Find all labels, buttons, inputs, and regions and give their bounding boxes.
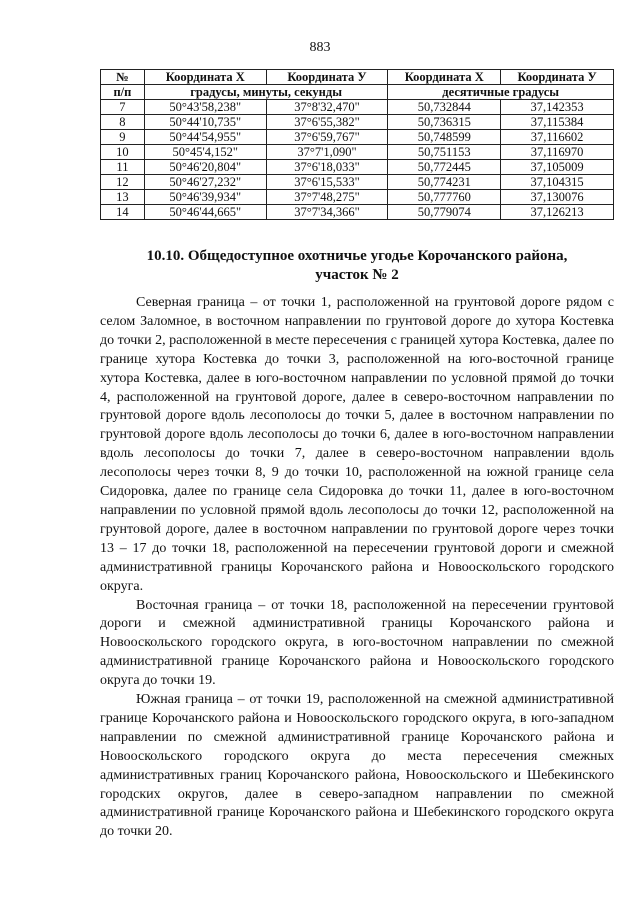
cell-coord-y-dec: 37,104315 bbox=[501, 175, 614, 190]
table-body bbox=[101, 100, 614, 220]
cell-point-num: 14 bbox=[101, 205, 145, 220]
table-row bbox=[101, 205, 614, 220]
cell-coord-x-dms: 50°46'27,232" bbox=[144, 175, 266, 190]
table-header-row bbox=[101, 70, 614, 85]
table-row bbox=[101, 130, 614, 145]
cell-coord-y-dms: 37°6'59,767" bbox=[266, 130, 388, 145]
cell-coord-x-dec: 50,772445 bbox=[388, 160, 501, 175]
header-coord-x-dec: Координата X bbox=[388, 70, 501, 85]
cell-coord-x-dms: 50°44'10,735" bbox=[144, 115, 266, 130]
header-coord-x-dms: Координата X bbox=[144, 70, 266, 85]
page-number: 883 bbox=[309, 40, 331, 55]
cell-point-num: 9 bbox=[101, 130, 145, 145]
cell-coord-y-dec: 37,116602 bbox=[501, 130, 614, 145]
header-num-sub: п/п bbox=[101, 85, 145, 100]
cell-point-num: 11 bbox=[101, 160, 145, 175]
cell-point-num: 8 bbox=[101, 115, 145, 130]
cell-coord-x-dec: 50,774231 bbox=[388, 175, 501, 190]
section-title-line-2: участок № 2 bbox=[315, 267, 399, 283]
cell-coord-y-dms: 37°6'18,033" bbox=[266, 160, 388, 175]
cell-coord-x-dms: 50°46'44,665" bbox=[144, 205, 266, 220]
cell-coord-y-dms: 37°6'55,382" bbox=[266, 115, 388, 130]
table-row bbox=[101, 190, 614, 205]
cell-coord-y-dec: 37,126213 bbox=[501, 205, 614, 220]
body-text bbox=[100, 294, 614, 842]
cell-coord-x-dms: 50°46'39,934" bbox=[144, 190, 266, 205]
cell-coord-x-dms: 50°43'58,238" bbox=[144, 100, 266, 115]
cell-coord-y-dec: 37,115384 bbox=[501, 115, 614, 130]
cell-coord-y-dec: 37,142353 bbox=[501, 100, 614, 115]
cell-point-num: 12 bbox=[101, 175, 145, 190]
table-header bbox=[101, 70, 614, 100]
header-coord-y-dms: Координата У bbox=[266, 70, 388, 85]
cell-point-num: 10 bbox=[101, 145, 145, 160]
paragraph-north-border: Северная граница – от точки 1, расположенной на грунтовой дороге рядом с селом Заломное, в восточном направлении по грунтовой дороге до хутора Костевка до точки 2, расположенной в месте пересечения с границей хутора Костевка, далее по границе хутора Костевка до точки 3, расположенной на юго-восточной границе хутора Костевка, далее в юго-восточном направлении по условной прямой до точки 4, расположенной на грунтовой дороге, далее в северо-восточном направлении по грунтовой дороге вдоль лесополосы до точки 5, далее в восточном направлении по грунтовой дороге вдоль лесополосы до точки 6, далее в юго-восточном направлении вдоль лесополосы до точки 7, далее в северо-восточном направлении вдоль лесополосы через точки 8, 9 до точки 10, расположенной на южной границе села Сидоровка, далее по границе села Сидоровка до точки 11, далее в юго-восточном направлении по условной прямой вдоль лесополосы до точки 12, расположенной на грунтовой дороге, далее в восточном направлении по грунтовой дороге через точки 13 – 17 до точки 18, расположенной на пересечении грунтовой дороги и смежной административной границы Корочанского района и Новооскольского городского округа. bbox=[100, 295, 614, 594]
cell-coord-x-dec: 50,736315 bbox=[388, 115, 501, 130]
header-coord-y-dec: Координата У bbox=[501, 70, 614, 85]
table-row bbox=[101, 145, 614, 160]
cell-coord-y-dms: 37°8'32,470" bbox=[266, 100, 388, 115]
header-dec-units: десятичные градусы bbox=[388, 85, 614, 100]
cell-coord-x-dec: 50,779074 bbox=[388, 205, 501, 220]
paragraph-east-border: Восточная граница – от точки 18, расположенной на пересечении грунтовой дороги и смежной административной границы Корочанского района и Новооскольского городского округа, в юго-восточном направлении по смежной административной границе Корочанского района и Новооскольского городского округа до точки 19. bbox=[100, 597, 614, 689]
cell-coord-y-dms: 37°7'48,275" bbox=[266, 190, 388, 205]
cell-coord-x-dec: 50,748599 bbox=[388, 130, 501, 145]
cell-coord-y-dms: 37°6'15,533" bbox=[266, 175, 388, 190]
cell-coord-x-dms: 50°45'4,152" bbox=[144, 145, 266, 160]
cell-coord-x-dms: 50°44'54,955" bbox=[144, 130, 266, 145]
header-dms-units: градусы, минуты, секунды bbox=[144, 85, 388, 100]
cell-coord-x-dec: 50,732844 bbox=[388, 100, 501, 115]
cell-coord-y-dms: 37°7'1,090" bbox=[266, 145, 388, 160]
table-subheader-row bbox=[101, 85, 614, 100]
section-title-line-1: 10.10. Общедоступное охотничье угодье Корочанского района, bbox=[146, 248, 568, 264]
cell-coord-y-dms: 37°7'34,366" bbox=[266, 205, 388, 220]
cell-coord-y-dec: 37,105009 bbox=[501, 160, 614, 175]
cell-point-num: 13 bbox=[101, 190, 145, 205]
paragraph-south-border: Южная граница – от точки 19, расположенной на смежной административной границе Корочанского района и Новооскольского городского округа, в юго-западном направлении по смежной административной границе Корочанского района и Новооскольского городского округа до места пересечения смежных административных границ Корочанского района, Новооскольского и Шебекинского городских округов, далее в северо-западном направлении по смежной административной границе Корочанского района и Шебекинского городского округа до точки 20. bbox=[100, 692, 614, 840]
section-title bbox=[100, 247, 614, 285]
cell-coord-x-dec: 50,751153 bbox=[388, 145, 501, 160]
table-row bbox=[101, 115, 614, 130]
cell-point-num: 7 bbox=[101, 100, 145, 115]
table-row bbox=[101, 160, 614, 175]
cell-coord-x-dms: 50°46'20,804" bbox=[144, 160, 266, 175]
table-row bbox=[101, 175, 614, 190]
cell-coord-y-dec: 37,116970 bbox=[501, 145, 614, 160]
table-row bbox=[101, 100, 614, 115]
cell-coord-x-dec: 50,777760 bbox=[388, 190, 501, 205]
cell-coord-y-dec: 37,130076 bbox=[501, 190, 614, 205]
header-num: № bbox=[101, 70, 145, 85]
coordinates-table bbox=[100, 69, 614, 220]
